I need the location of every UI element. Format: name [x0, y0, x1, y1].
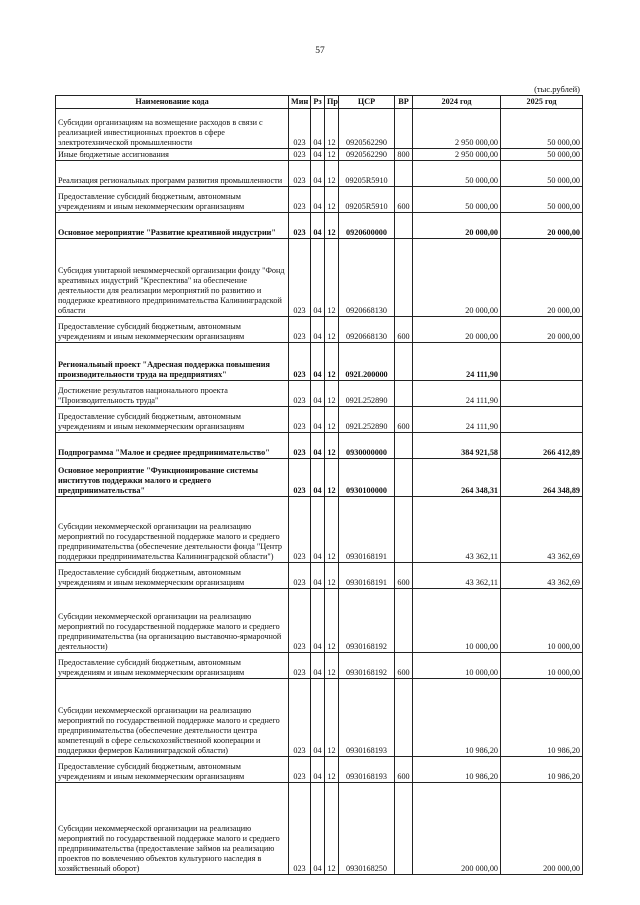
cell-pr: 12 — [325, 160, 339, 186]
cell-pr: 12 — [325, 212, 339, 238]
cell-csr: 0930168191 — [339, 496, 395, 562]
cell-vr — [395, 588, 413, 652]
cell-name: Региональный проект "Адресная поддержка повышения производительности труда на предприятиях" — [56, 342, 289, 380]
cell-vr — [395, 160, 413, 186]
cell-name: Предоставление субсидий бюджетным, автономным учреждениям и иным некоммерческим организациям — [56, 756, 289, 782]
cell-pr: 12 — [325, 316, 339, 342]
cell-2024: 24 111,90 — [413, 380, 501, 406]
cell-2024: 43 362,11 — [413, 496, 501, 562]
cell-rz: 04 — [311, 756, 325, 782]
cell-2024: 10 000,00 — [413, 652, 501, 678]
cell-2025: 10 000,00 — [501, 652, 583, 678]
cell-min: 023 — [289, 380, 311, 406]
cell-name: Предоставление субсидий бюджетным, автономным учреждениям и иным некоммерческим организациям — [56, 316, 289, 342]
cell-2024: 20 000,00 — [413, 316, 501, 342]
header-pr: Пр — [325, 96, 339, 109]
cell-rz: 04 — [311, 148, 325, 160]
cell-csr: 0920668130 — [339, 238, 395, 316]
cell-min: 023 — [289, 406, 311, 432]
cell-csr: 0920600000 — [339, 212, 395, 238]
table-row — [56, 756, 583, 782]
cell-vr: 600 — [395, 406, 413, 432]
cell-pr: 12 — [325, 406, 339, 432]
cell-csr: 0930168193 — [339, 756, 395, 782]
table-row — [56, 148, 583, 160]
table-row — [56, 342, 583, 380]
cell-pr: 12 — [325, 458, 339, 496]
cell-min: 023 — [289, 238, 311, 316]
cell-name: Субсидии некоммерческой организации на реализацию мероприятий по государственной поддержке малого и среднего предпринимательства (обеспечение деятельности центра компетенций в сфере сельскохозяйственной кооперации и поддержки фермеров Калининградской области) — [56, 678, 289, 756]
cell-csr: 09205R5910 — [339, 186, 395, 212]
cell-vr — [395, 380, 413, 406]
cell-rz: 04 — [311, 108, 325, 148]
cell-pr: 12 — [325, 588, 339, 652]
cell-2025: 50 000,00 — [501, 160, 583, 186]
cell-min: 023 — [289, 652, 311, 678]
cell-name: Предоставление субсидий бюджетным, автономным учреждениям и иным некоммерческим организациям — [56, 406, 289, 432]
cell-csr: 092L252890 — [339, 380, 395, 406]
cell-pr: 12 — [325, 148, 339, 160]
cell-2025: 200 000,00 — [501, 782, 583, 874]
cell-vr: 600 — [395, 756, 413, 782]
cell-2025: 266 412,89 — [501, 432, 583, 458]
cell-pr: 12 — [325, 756, 339, 782]
cell-2025 — [501, 406, 583, 432]
header-rz: Рз — [311, 96, 325, 109]
cell-csr: 0930168250 — [339, 782, 395, 874]
cell-name: Субсидии некоммерческой организации на реализацию мероприятий по государственной поддержке малого и среднего предпринимательства (обеспечение деятельности фонда "Центр поддержки предпринимательства Калининградской области") — [56, 496, 289, 562]
cell-min: 023 — [289, 678, 311, 756]
cell-name: Предоставление субсидий бюджетным, автономным учреждениям и иным некоммерческим организациям — [56, 652, 289, 678]
table-row — [56, 380, 583, 406]
cell-2024: 10 986,20 — [413, 678, 501, 756]
cell-csr: 092L200000 — [339, 342, 395, 380]
cell-2025: 10 000,00 — [501, 588, 583, 652]
cell-vr: 800 — [395, 148, 413, 160]
cell-2024: 24 111,90 — [413, 342, 501, 380]
table-row — [56, 652, 583, 678]
table-row — [56, 562, 583, 588]
cell-2024: 384 921,58 — [413, 432, 501, 458]
cell-2025: 43 362,69 — [501, 496, 583, 562]
cell-vr — [395, 108, 413, 148]
cell-csr: 0930000000 — [339, 432, 395, 458]
header-min: Мин — [289, 96, 311, 109]
cell-min: 023 — [289, 148, 311, 160]
cell-2025: 43 362,69 — [501, 562, 583, 588]
cell-min: 023 — [289, 756, 311, 782]
cell-min: 023 — [289, 588, 311, 652]
cell-name: Иные бюджетные ассигнования — [56, 148, 289, 160]
cell-min: 023 — [289, 316, 311, 342]
cell-vr — [395, 782, 413, 874]
table-body — [56, 108, 583, 874]
cell-pr: 12 — [325, 108, 339, 148]
cell-name: Субсидия унитарной некоммерческой организации фонду "Фонд креативных индустрий "Креспектива" на обеспечение деятельности для реализации мероприятий по развитию и поддержке креативного предпринимательства Калининградской области — [56, 238, 289, 316]
cell-name: Предоставление субсидий бюджетным, автономным учреждениям и иным некоммерческим организациям — [56, 186, 289, 212]
cell-vr: 600 — [395, 316, 413, 342]
cell-min: 023 — [289, 212, 311, 238]
cell-vr: 600 — [395, 652, 413, 678]
cell-name: Основное мероприятие "Развитие креативной индустрии" — [56, 212, 289, 238]
cell-vr — [395, 342, 413, 380]
header-2024: 2024 год — [413, 96, 501, 109]
cell-rz: 04 — [311, 496, 325, 562]
cell-2024: 2 950 000,00 — [413, 148, 501, 160]
cell-rz: 04 — [311, 238, 325, 316]
cell-rz: 04 — [311, 588, 325, 652]
table-row — [56, 496, 583, 562]
cell-min: 023 — [289, 782, 311, 874]
cell-csr: 0930168192 — [339, 588, 395, 652]
cell-csr: 0920668130 — [339, 316, 395, 342]
cell-name: Субсидии организациям на возмещение расходов в связи с реализацией инвестиционных проектов в сфере электротехнической промышленности — [56, 108, 289, 148]
table-row — [56, 238, 583, 316]
cell-rz: 04 — [311, 652, 325, 678]
cell-rz: 04 — [311, 562, 325, 588]
header-vr: ВР — [395, 96, 413, 109]
cell-2025: 20 000,00 — [501, 212, 583, 238]
cell-min: 023 — [289, 186, 311, 212]
table-row — [56, 588, 583, 652]
cell-name: Субсидии некоммерческой организации на реализацию мероприятий по государственной поддержке малого и среднего предпринимательства (на организацию выставочно-ярмарочной деятельности) — [56, 588, 289, 652]
cell-csr: 0920562290 — [339, 148, 395, 160]
cell-csr: 0930168192 — [339, 652, 395, 678]
cell-rz: 04 — [311, 342, 325, 380]
cell-pr: 12 — [325, 432, 339, 458]
table-row — [56, 406, 583, 432]
cell-pr: 12 — [325, 342, 339, 380]
cell-min: 023 — [289, 108, 311, 148]
header-csr: ЦСР — [339, 96, 395, 109]
table-row — [56, 678, 583, 756]
table-header-row — [56, 96, 583, 109]
budget-table — [55, 95, 583, 875]
header-2025: 2025 год — [501, 96, 583, 109]
cell-2024: 200 000,00 — [413, 782, 501, 874]
cell-csr: 0930168193 — [339, 678, 395, 756]
cell-min: 023 — [289, 458, 311, 496]
cell-rz: 04 — [311, 316, 325, 342]
cell-name: Предоставление субсидий бюджетным, автономным учреждениям и иным некоммерческим организациям — [56, 562, 289, 588]
cell-vr — [395, 458, 413, 496]
cell-vr — [395, 678, 413, 756]
cell-2024: 24 111,90 — [413, 406, 501, 432]
cell-vr — [395, 212, 413, 238]
cell-2024: 264 348,31 — [413, 458, 501, 496]
cell-min: 023 — [289, 562, 311, 588]
cell-pr: 12 — [325, 496, 339, 562]
cell-vr — [395, 496, 413, 562]
cell-min: 023 — [289, 160, 311, 186]
cell-rz: 04 — [311, 432, 325, 458]
cell-rz: 04 — [311, 380, 325, 406]
header-name: Наименование кода — [56, 96, 289, 109]
cell-rz: 04 — [311, 782, 325, 874]
cell-name: Достижение результатов национального проекта "Производительность труда" — [56, 380, 289, 406]
cell-2025 — [501, 342, 583, 380]
cell-pr: 12 — [325, 678, 339, 756]
cell-pr: 12 — [325, 652, 339, 678]
cell-csr: 0930168191 — [339, 562, 395, 588]
cell-2025: 20 000,00 — [501, 238, 583, 316]
cell-rz: 04 — [311, 678, 325, 756]
cell-vr — [395, 238, 413, 316]
cell-vr: 600 — [395, 186, 413, 212]
cell-2024: 20 000,00 — [413, 212, 501, 238]
cell-2024: 50 000,00 — [413, 160, 501, 186]
cell-2024: 10 000,00 — [413, 588, 501, 652]
table-row — [56, 212, 583, 238]
table-row — [56, 108, 583, 148]
cell-min: 023 — [289, 496, 311, 562]
cell-csr: 0930100000 — [339, 458, 395, 496]
cell-csr: 09205R5910 — [339, 160, 395, 186]
cell-min: 023 — [289, 432, 311, 458]
cell-pr: 12 — [325, 238, 339, 316]
cell-2025: 20 000,00 — [501, 316, 583, 342]
cell-rz: 04 — [311, 458, 325, 496]
cell-2024: 50 000,00 — [413, 186, 501, 212]
cell-2025: 50 000,00 — [501, 148, 583, 160]
cell-pr: 12 — [325, 380, 339, 406]
cell-vr: 600 — [395, 562, 413, 588]
cell-rz: 04 — [311, 186, 325, 212]
cell-2024: 2 950 000,00 — [413, 108, 501, 148]
cell-pr: 12 — [325, 186, 339, 212]
cell-csr: 092L252890 — [339, 406, 395, 432]
cell-2025: 10 986,20 — [501, 756, 583, 782]
cell-2025 — [501, 380, 583, 406]
cell-2025: 50 000,00 — [501, 186, 583, 212]
table-row — [56, 782, 583, 874]
table-row — [56, 432, 583, 458]
cell-name: Субсидии некоммерческой организации на реализацию мероприятий по государственной поддержке малого и среднего предпринимательства (предоставление займов на реализацию проектов по вовлечению объектов культурного наследия в хозяйственный оборот) — [56, 782, 289, 874]
cell-vr — [395, 432, 413, 458]
cell-2024: 10 986,20 — [413, 756, 501, 782]
cell-name: Реализация региональных программ развития промышленности — [56, 160, 289, 186]
cell-rz: 04 — [311, 160, 325, 186]
table-row — [56, 160, 583, 186]
cell-rz: 04 — [311, 212, 325, 238]
cell-pr: 12 — [325, 562, 339, 588]
cell-2024: 20 000,00 — [413, 238, 501, 316]
cell-csr: 0920562290 — [339, 108, 395, 148]
cell-name: Подпрограмма "Малое и среднее предпринимательство" — [56, 432, 289, 458]
page-number: 57 — [315, 46, 325, 56]
cell-rz: 04 — [311, 406, 325, 432]
cell-name: Основное мероприятие "Функционирование системы институтов поддержки малого и среднего предпринимательства" — [56, 458, 289, 496]
cell-min: 023 — [289, 342, 311, 380]
table-row — [56, 458, 583, 496]
cell-2025: 264 348,89 — [501, 458, 583, 496]
cell-2025: 10 986,20 — [501, 678, 583, 756]
units-label: (тыс.рублей) — [534, 84, 580, 94]
cell-2025: 50 000,00 — [501, 108, 583, 148]
cell-2024: 43 362,11 — [413, 562, 501, 588]
cell-pr: 12 — [325, 782, 339, 874]
table-row — [56, 186, 583, 212]
table-row — [56, 316, 583, 342]
